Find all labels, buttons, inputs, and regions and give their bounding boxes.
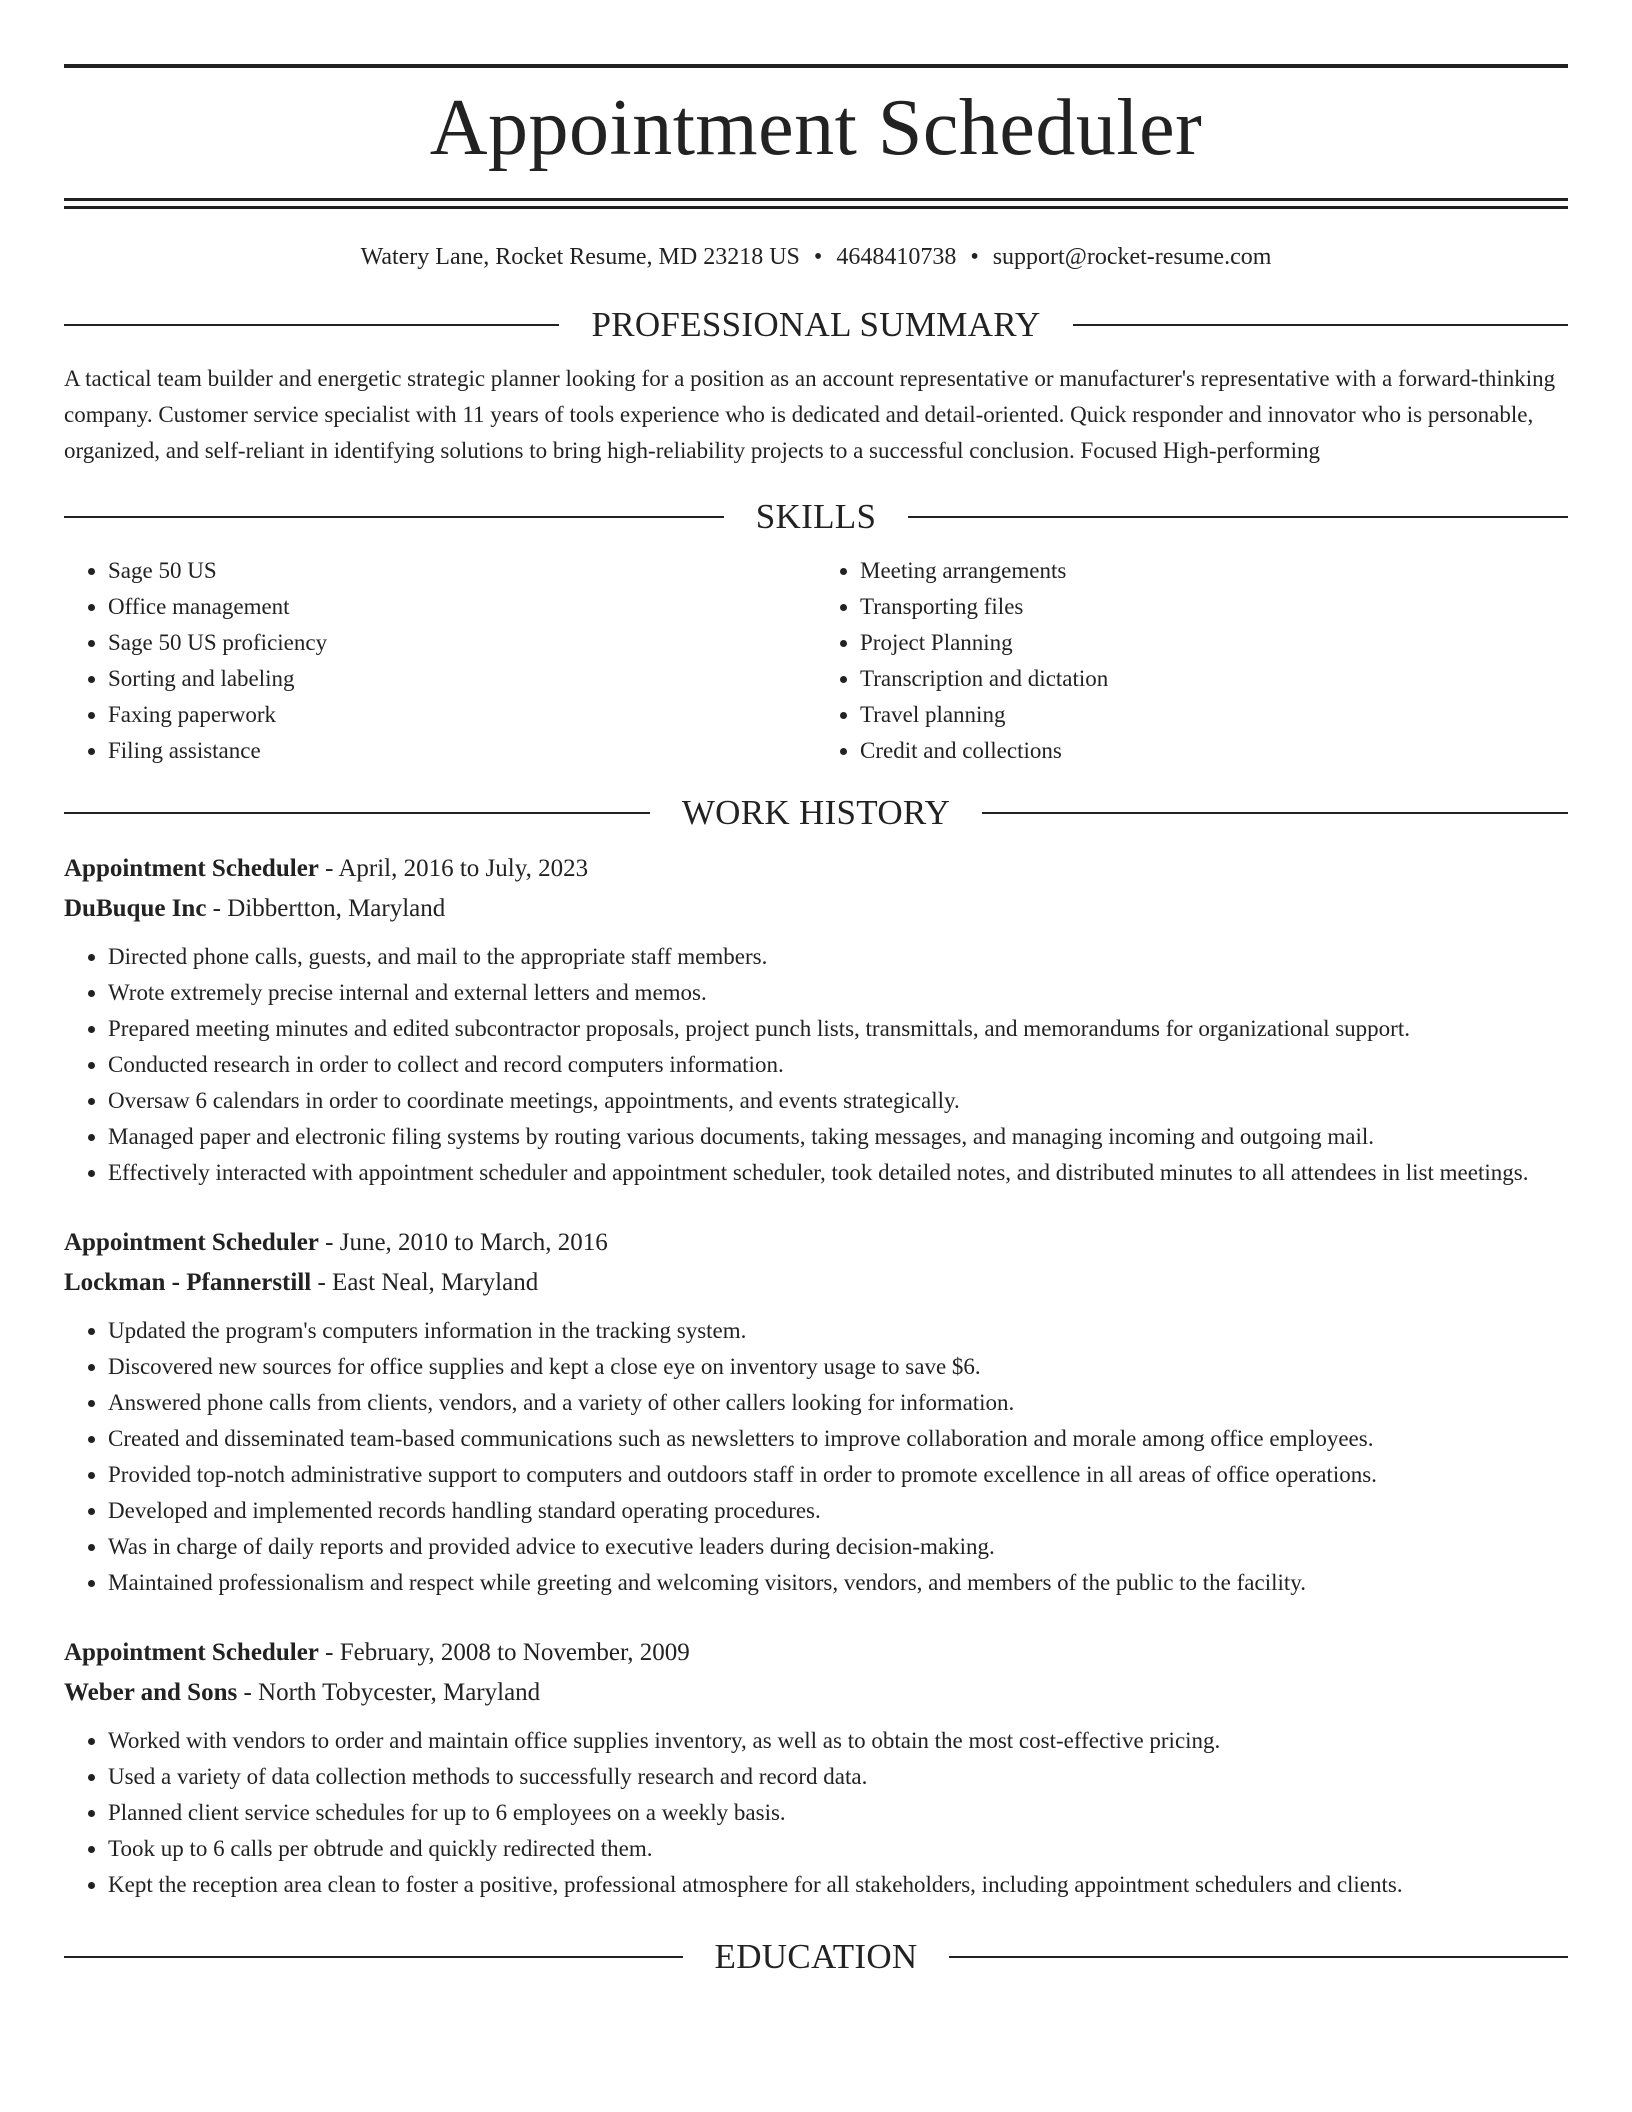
job-dash: -: [243, 1679, 252, 1706]
job-duty: • Was in charge of daily reports and provided advice to executive leaders during decision-making.: [108, 1529, 1568, 1565]
contact-phone: 4648410738: [836, 244, 957, 270]
job-location: East Neal, Maryland: [332, 1269, 539, 1296]
job-dash: -: [317, 1269, 326, 1296]
job-entry: [64, 849, 1568, 1191]
job-duty: • Discovered new sources for office supplies and kept a close eye on inventory usage to save $6.: [108, 1349, 1568, 1385]
job-duty: • Created and disseminated team-based communications such as newsletters to improve collaboration and morale among office employees.: [108, 1421, 1568, 1457]
job-duty: • Took up to 6 calls per obtrude and quickly redirected them.: [108, 1831, 1568, 1867]
heading-rule: [1073, 324, 1568, 326]
job-company-line: [64, 1263, 1568, 1303]
job-duty: • Effectively interacted with appointment scheduler and appointment scheduler, took detailed notes, and distributed minutes to all attendees in list meetings.: [108, 1155, 1568, 1191]
job-title-line: [64, 1633, 1568, 1673]
job-duty: • Answered phone calls from clients, vendors, and a variety of other callers looking for information.: [108, 1385, 1568, 1421]
skill-item: • Sage 50 US proficiency: [108, 625, 816, 661]
job-duty: • Developed and implemented records handling standard operating procedures.: [108, 1493, 1568, 1529]
job-entry: [64, 1223, 1568, 1601]
contact-email: support@rocket-resume.com: [992, 244, 1272, 270]
skills-section-heading: [64, 495, 1568, 539]
skills-column-right: [816, 553, 1568, 769]
summary-text: A tactical team builder and energetic strategic planner looking for a position as an account representative or manufacturer's representative with a forward-thinking company. Customer service specialist with 11 years of tools experience who is dedicated and detail-oriented. Quick responder and innovator who is personable, organized, and self-reliant in identifying solutions to bring high-reliability projects to a successful conclusion. Focused High-performing: [64, 366, 1556, 463]
skill-item: • Project Planning: [860, 625, 1568, 661]
heading-rule: [64, 1956, 683, 1958]
contact-separator: •: [970, 244, 979, 270]
job-dash: -: [325, 855, 334, 882]
job-dates: June, 2010 to March, 2016: [339, 1229, 608, 1256]
job-duty: • Worked with vendors to order and maintain office supplies inventory, as well as to obtain the most cost-effective pricing.: [108, 1723, 1568, 1759]
job-title-line: [64, 849, 1568, 889]
heading-rule: [908, 516, 1568, 518]
job-company: Weber and Sons: [64, 1679, 238, 1706]
job-title: Appointment Scheduler: [64, 1229, 319, 1256]
skills-heading: SKILLS: [755, 497, 877, 536]
job-location: North Tobycester, Maryland: [258, 1679, 541, 1706]
header-top-rule: [64, 64, 1568, 68]
resume-page: [64, 0, 1568, 1993]
job-dash: -: [325, 1639, 334, 1666]
job-company: DuBuque Inc: [64, 895, 207, 922]
resume-name: Appointment Scheduler: [429, 84, 1203, 172]
job-dash: -: [325, 1229, 334, 1256]
job-dash: -: [212, 895, 221, 922]
job-duty: • Conducted research in order to collect and record computers information.: [108, 1047, 1568, 1083]
job-duty: • Oversaw 6 calendars in order to coordinate meetings, appointments, and events strategically.: [108, 1083, 1568, 1119]
job-duty: • Planned client service schedules for up to 6 employees on a weekly basis.: [108, 1795, 1568, 1831]
contact-separator: •: [813, 244, 823, 270]
skill-item: • Faxing paperwork: [108, 697, 816, 733]
contact-line: [64, 241, 1568, 273]
job-duty: • Maintained professionalism and respect while greeting and welcoming visitors, vendors, and members of the public to the facility.: [108, 1565, 1568, 1601]
work-section-heading: [64, 791, 1568, 835]
job-location: Dibbertton, Maryland: [227, 895, 446, 922]
heading-rule: [949, 1956, 1568, 1958]
heading-rule: [982, 812, 1568, 814]
job-entry: [64, 1633, 1568, 1903]
work-heading: WORK HISTORY: [681, 793, 951, 832]
job-dates: April, 2016 to July, 2023: [338, 855, 589, 882]
job-duty: • Wrote extremely precise internal and external letters and memos.: [108, 975, 1568, 1011]
job-title: Appointment Scheduler: [64, 855, 319, 882]
job-duty: • Kept the reception area clean to foster a positive, professional atmosphere for all stakeholders, including appointment schedulers and clients.: [108, 1867, 1568, 1903]
contact-address: Watery Lane, Rocket Resume, MD 23218 US: [360, 244, 800, 270]
job-duty: • Managed paper and electronic filing systems by routing various documents, taking messages, and managing incoming and outgoing mail.: [108, 1119, 1568, 1155]
job-duties-list: [64, 1313, 1568, 1601]
skills-list: [64, 553, 1568, 769]
education-section-heading: [64, 1935, 1568, 1979]
skill-item: • Transporting files: [860, 589, 1568, 625]
job-company-line: [64, 889, 1568, 929]
job-duties-list: [64, 1723, 1568, 1903]
skill-item: • Transcription and dictation: [860, 661, 1568, 697]
skill-item: • Sorting and labeling: [108, 661, 816, 697]
heading-rule: [64, 812, 650, 814]
skill-item: • Meeting arrangements: [860, 553, 1568, 589]
skill-item: • Sage 50 US: [108, 553, 816, 589]
job-duties-list: [64, 939, 1568, 1191]
header-double-rule: [64, 198, 1568, 209]
heading-rule: [64, 516, 724, 518]
summary-heading: PROFESSIONAL SUMMARY: [591, 305, 1041, 344]
education-heading: EDUCATION: [714, 1937, 918, 1976]
job-company: Lockman - Pfannerstill: [64, 1269, 312, 1296]
job-title: Appointment Scheduler: [64, 1639, 319, 1666]
work-history: [64, 849, 1568, 1903]
job-duty: • Directed phone calls, guests, and mail to the appropriate staff members.: [108, 939, 1568, 975]
skill-item: • Travel planning: [860, 697, 1568, 733]
job-duty: • Prepared meeting minutes and edited subcontractor proposals, project punch lists, transmittals, and memorandums for organizational support.: [108, 1011, 1568, 1047]
job-duty: • Provided top-notch administrative support to computers and outdoors staff in order to promote excellence in all areas of office operations.: [108, 1457, 1568, 1493]
job-duty: • Updated the program's computers information in the tracking system.: [108, 1313, 1568, 1349]
job-dates: February, 2008 to November, 2009: [339, 1639, 690, 1666]
summary-section-heading: [64, 303, 1568, 347]
job-title-line: [64, 1223, 1568, 1263]
skill-item: • Credit and collections: [860, 733, 1568, 769]
heading-rule: [64, 324, 559, 326]
skill-item: • Filing assistance: [108, 733, 816, 769]
job-duty: • Used a variety of data collection methods to successfully research and record data.: [108, 1759, 1568, 1795]
job-company-line: [64, 1673, 1568, 1713]
skill-item: • Office management: [108, 589, 816, 625]
skills-column-left: [64, 553, 816, 769]
